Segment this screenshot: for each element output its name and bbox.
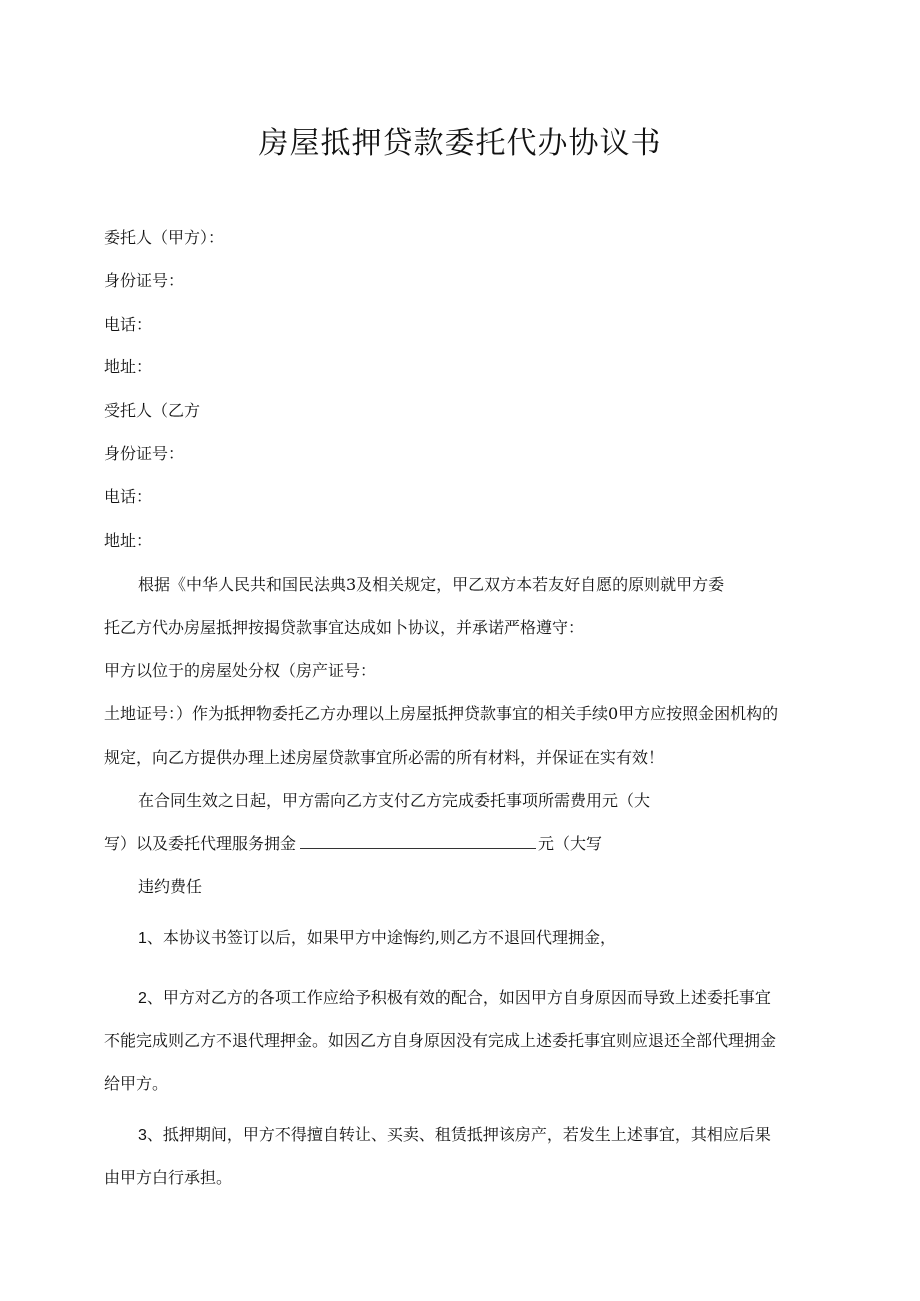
party-b-address-label: 地址： — [104, 531, 153, 550]
clause-1-number: 1 — [138, 930, 147, 947]
party-b-label: 受托人（乙方 — [104, 401, 201, 420]
clause-3-line-2: 由甲方白行承担。 — [104, 1168, 233, 1187]
intro-line-1: 根据《中华人民共和国民法典3及相关规定，甲乙双方本若友好自愿的原则就甲方委 — [138, 575, 725, 594]
clause-1 — [138, 928, 616, 949]
party-a-id-label: 身份证号： — [104, 271, 185, 290]
clause-3-line-1 — [138, 1125, 771, 1146]
clause-2-text-1: 、甲方对乙方的各项工作应给予积极有效的配合，如因甲方自身原因而导致上述委托事宜 — [146, 988, 771, 1007]
document-title: 房屋抵押贷款委托代办协议书 — [258, 126, 662, 161]
clause-2-number: 2 — [138, 990, 147, 1007]
intro-line-2: 托乙方代办房屋抵押按揭贷款事宜达成如卜协议，并承诺严格遵守： — [104, 618, 585, 637]
property-line-1: 甲方以位于的房屋处分权（房产证号： — [104, 661, 377, 680]
clause-3-text-1: 、抵押期间，甲方不得擅自转让、买卖、租赁抵押该房产，若发生上述事宜，其相应后果 — [146, 1125, 771, 1144]
property-line-2: 土地证号：）作为抵押物委托乙方办理以上房屋抵押贷款事宜的相关手续0甲方应按照金困机构的 — [104, 704, 779, 723]
clause-3-number: 3 — [138, 1127, 147, 1144]
fees-line-2-suffix: 元（大写 — [538, 834, 603, 853]
clause-2-line-1 — [138, 988, 771, 1009]
breach-heading: 违约费任 — [138, 877, 203, 896]
fees-line-2-prefix: 写）以及委托代理服务拥金 — [104, 834, 297, 853]
party-a-phone-label: 电话： — [104, 315, 153, 334]
fees-line-1: 在合同生效之日起，甲方需向乙方支付乙方完成委托事项所需费用元（大 — [138, 791, 651, 810]
party-a-label: 委托人（甲方）： — [104, 228, 225, 247]
property-line-3: 规定，向乙方提供办理上述房屋贷款事宜所必需的所有材料，并保证在实有效！ — [104, 748, 665, 767]
fees-line-2 — [104, 834, 602, 854]
party-b-id-label: 身份证号： — [104, 444, 185, 463]
fee-amount-blank — [300, 834, 536, 849]
clause-2-line-3: 给甲方。 — [104, 1074, 169, 1093]
party-b-phone-label: 电话： — [104, 487, 153, 506]
clause-1-text: 、本协议书签订以后，如果甲方中途悔约,则乙方不退回代理拥金， — [146, 928, 616, 947]
clause-2-line-2: 不能完成则乙方不退代理押金。如因乙方自身原因没有完成上述委托事宜则应退还全部代理拥金 — [104, 1031, 777, 1050]
party-a-address-label: 地址： — [104, 357, 153, 376]
